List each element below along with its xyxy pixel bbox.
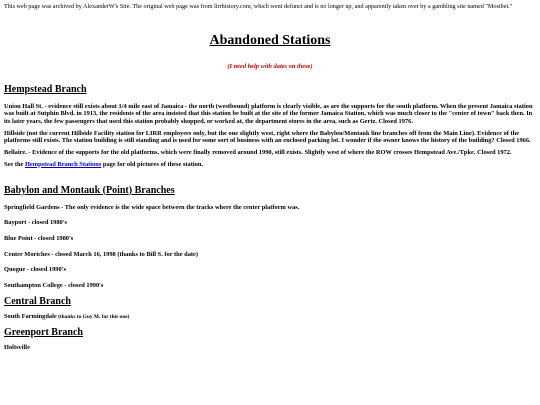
section-heading-hempstead: Hempstead Branch [4, 83, 87, 95]
entry-south-farmingdale [4, 313, 536, 322]
page-title: Abandoned Stations [209, 32, 331, 48]
entry-hillside: Hillside (not the current Hillside Facility station for LIRR employees only, but the one slightly west, right where the Babylon/Montauk line branches off from the Main Line). Evidence of the platforms still exists. The station building is still standing and is used for some sort of business with an enclosed parking lot. I wonder if the owner knows the history of the building? Closed 1966. [4, 129, 531, 145]
entry-bellaire: Bellaire. - Evidence of the supports for the old platforms, which were finally removed around 1990, still exists. Slightly west of where the ROW crosses Hempstead Ave./Tpke. Closed 1972. [4, 149, 512, 157]
entry-quogue: Quogue - closed 1990's [4, 266, 66, 274]
greenport-section [4, 327, 536, 352]
hempstead-section [4, 84, 536, 169]
south-farmingdale-label: South Farmingdale [4, 312, 57, 320]
central-section [4, 296, 536, 322]
see-also-line [4, 161, 536, 169]
south-farmingdale-note: (thanks to Guy M. for this one) [56, 313, 130, 320]
babylon-section [4, 185, 536, 290]
entry-bayport: Bayport - closed 1980's [4, 219, 68, 227]
entry-blue-point: Blue Point - closed 1980's [4, 234, 74, 242]
entry-union-hall: Union Hall St. - evidence still exists about 1/4 mile east of Jamaica - the north (westbound) platform is clearly visible, as are the supports for the south platform. When the present Jamaica station was built at Sutphin Blvd. in 1913, the residents of the area insisted that this station be built at the site of the former Jamaica Station, which was much closer to the "center of town" back then. In its later years, the few passengers that used this station probably shopped, or worked at, the department stores in the area, such as Gertz. Closed 1976. [4, 102, 533, 125]
section-heading-greenport: Greenport Branch [4, 327, 83, 339]
entry-springfield-gardens: Springfield Gardens - The only evidence is the wide space between the tracks where the center platform was. [4, 203, 300, 211]
entry-holtsville: Holtsville [4, 344, 30, 352]
section-heading-central: Central Branch [4, 295, 71, 307]
hempstead-stations-link[interactable]: Hempstead Branch Stations [24, 160, 102, 168]
entry-center-moriches: Center Moriches - closed March 16, 1998 (thanks to Bill S. for the date) [4, 250, 199, 258]
archive-note: This web page was archived by AlexanderW's Site. The original web page was from lirrhistory.com, which went defunct and is no longer up, and apparently taken over by a gambling site named "Mostbet." [4, 3, 513, 10]
see-also-suffix: page for old pictures of these station. [101, 160, 203, 168]
see-also-prefix: See the [4, 160, 25, 168]
section-heading-babylon: Babylon and Montauk (Point) Branches [4, 184, 175, 196]
help-note: (I need help with dates on these) [227, 62, 313, 70]
entry-southampton-college: Southampton College - closed 1990's [4, 282, 104, 290]
